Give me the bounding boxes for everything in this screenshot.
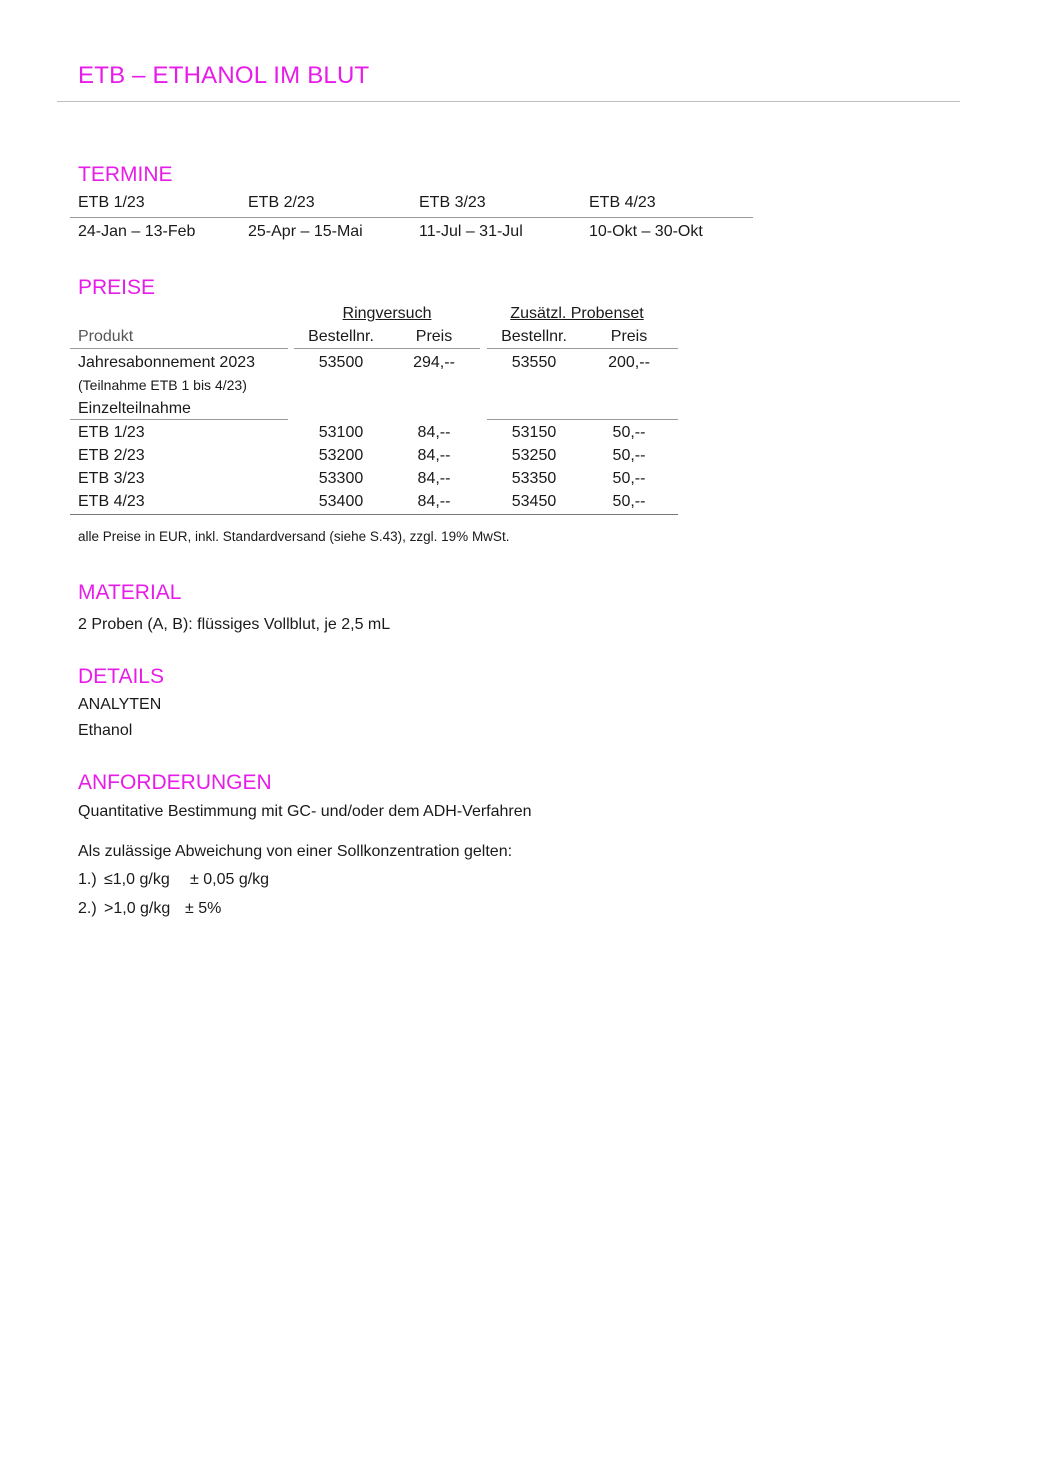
row-ring-preis: 84,-- xyxy=(417,424,451,441)
item-condition: >1,0 g/kg xyxy=(104,900,171,917)
material-text: 2 Proben (A, B): flüssiges Vollblut, je 2,5 mL xyxy=(78,616,391,633)
einzel-label: Einzelteilnahme xyxy=(78,400,191,417)
termine-heading: TERMINE xyxy=(78,163,173,186)
header-divider xyxy=(487,348,678,349)
termine-round-label: ETB 2/23 xyxy=(248,194,315,211)
row-ring-bestellnr: 53100 xyxy=(318,424,364,441)
row-set-preis: 50,-- xyxy=(612,470,646,487)
abo-ring-preis: 294,-- xyxy=(413,354,455,371)
abo-set-preis: 200,-- xyxy=(608,354,650,371)
material-heading: MATERIAL xyxy=(78,581,182,604)
row-name: ETB 2/23 xyxy=(78,447,145,464)
termine-round-label: ETB 3/23 xyxy=(419,194,486,211)
table-bottom-rule xyxy=(70,514,678,515)
termine-divider xyxy=(70,217,753,218)
row-set-bestellnr: 53450 xyxy=(511,493,557,510)
abo-ring-bestellnr: 53500 xyxy=(318,354,364,371)
header-divider xyxy=(70,348,288,349)
row-name: ETB 1/23 xyxy=(78,424,145,441)
item-condition: ≤1,0 g/kg xyxy=(104,871,170,888)
col-header-produkt: Produkt xyxy=(78,328,134,345)
row-set-bestellnr: 53250 xyxy=(511,447,557,464)
col-header-bestellnr: Bestellnr. xyxy=(501,328,567,345)
group-header-ringversuch: Ringversuch xyxy=(342,305,432,322)
termine-round-label: ETB 1/23 xyxy=(78,194,145,211)
row-ring-preis: 84,-- xyxy=(417,470,451,487)
termine-round-label: ETB 4/23 xyxy=(589,194,656,211)
row-ring-bestellnr: 53300 xyxy=(318,470,364,487)
details-heading: DETAILS xyxy=(78,665,164,688)
item-number: 2.) xyxy=(78,900,97,917)
abo-name: Jahresabonnement 2023 xyxy=(78,354,256,371)
details-subheading: ANALYTEN xyxy=(78,696,162,713)
anforderungen-heading: ANFORDERUNGEN xyxy=(78,771,272,794)
termine-period: 11-Jul – 31-Jul xyxy=(419,223,523,240)
row-name: ETB 3/23 xyxy=(78,470,145,487)
row-name: ETB 4/23 xyxy=(78,493,145,510)
requirement-method: Quantitative Bestimmung mit GC- und/oder dem ADH-Verfahren xyxy=(78,803,532,820)
analyte-text: Ethanol xyxy=(78,722,133,739)
row-set-bestellnr: 53150 xyxy=(511,424,557,441)
col-header-preis: Preis xyxy=(610,328,648,345)
row-ring-bestellnr: 53400 xyxy=(318,493,364,510)
preise-heading: PREISE xyxy=(78,276,156,299)
abo-note: (Teilnahme ETB 1 bis 4/23) xyxy=(78,377,247,393)
row-ring-preis: 84,-- xyxy=(417,447,451,464)
termine-period: 10-Okt – 30-Okt xyxy=(589,223,703,240)
row-set-preis: 50,-- xyxy=(612,447,646,464)
col-header-bestellnr: Bestellnr. xyxy=(308,328,374,345)
row-set-preis: 50,-- xyxy=(612,424,646,441)
abo-set-bestellnr: 53550 xyxy=(511,354,557,371)
page-title: ETB – ETHANOL IM BLUT xyxy=(78,62,370,89)
row-ring-preis: 84,-- xyxy=(417,493,451,510)
header-divider xyxy=(294,348,480,349)
requirement-intro: Als zulässige Abweichung von einer Sollkonzentration gelten: xyxy=(78,843,513,860)
item-number: 1.) xyxy=(78,871,97,888)
row-set-preis: 50,-- xyxy=(612,493,646,510)
row-set-bestellnr: 53350 xyxy=(511,470,557,487)
row-divider xyxy=(70,419,288,420)
row-ring-bestellnr: 53200 xyxy=(318,447,364,464)
termine-period: 24-Jan – 13-Feb xyxy=(78,223,196,240)
col-header-preis: Preis xyxy=(415,328,453,345)
row-divider xyxy=(487,419,678,420)
termine-period: 25-Apr – 15-Mai xyxy=(248,223,363,240)
price-footnote: alle Preise in EUR, inkl. Standardversand (siehe S.43), zzgl. 19% MwSt. xyxy=(78,529,510,544)
item-tolerance: ± 0,05 g/kg xyxy=(190,871,270,888)
title-divider xyxy=(57,101,960,102)
item-tolerance: ± 5% xyxy=(185,900,222,917)
group-header-probenset: Zusätzl. Probenset xyxy=(510,305,644,322)
